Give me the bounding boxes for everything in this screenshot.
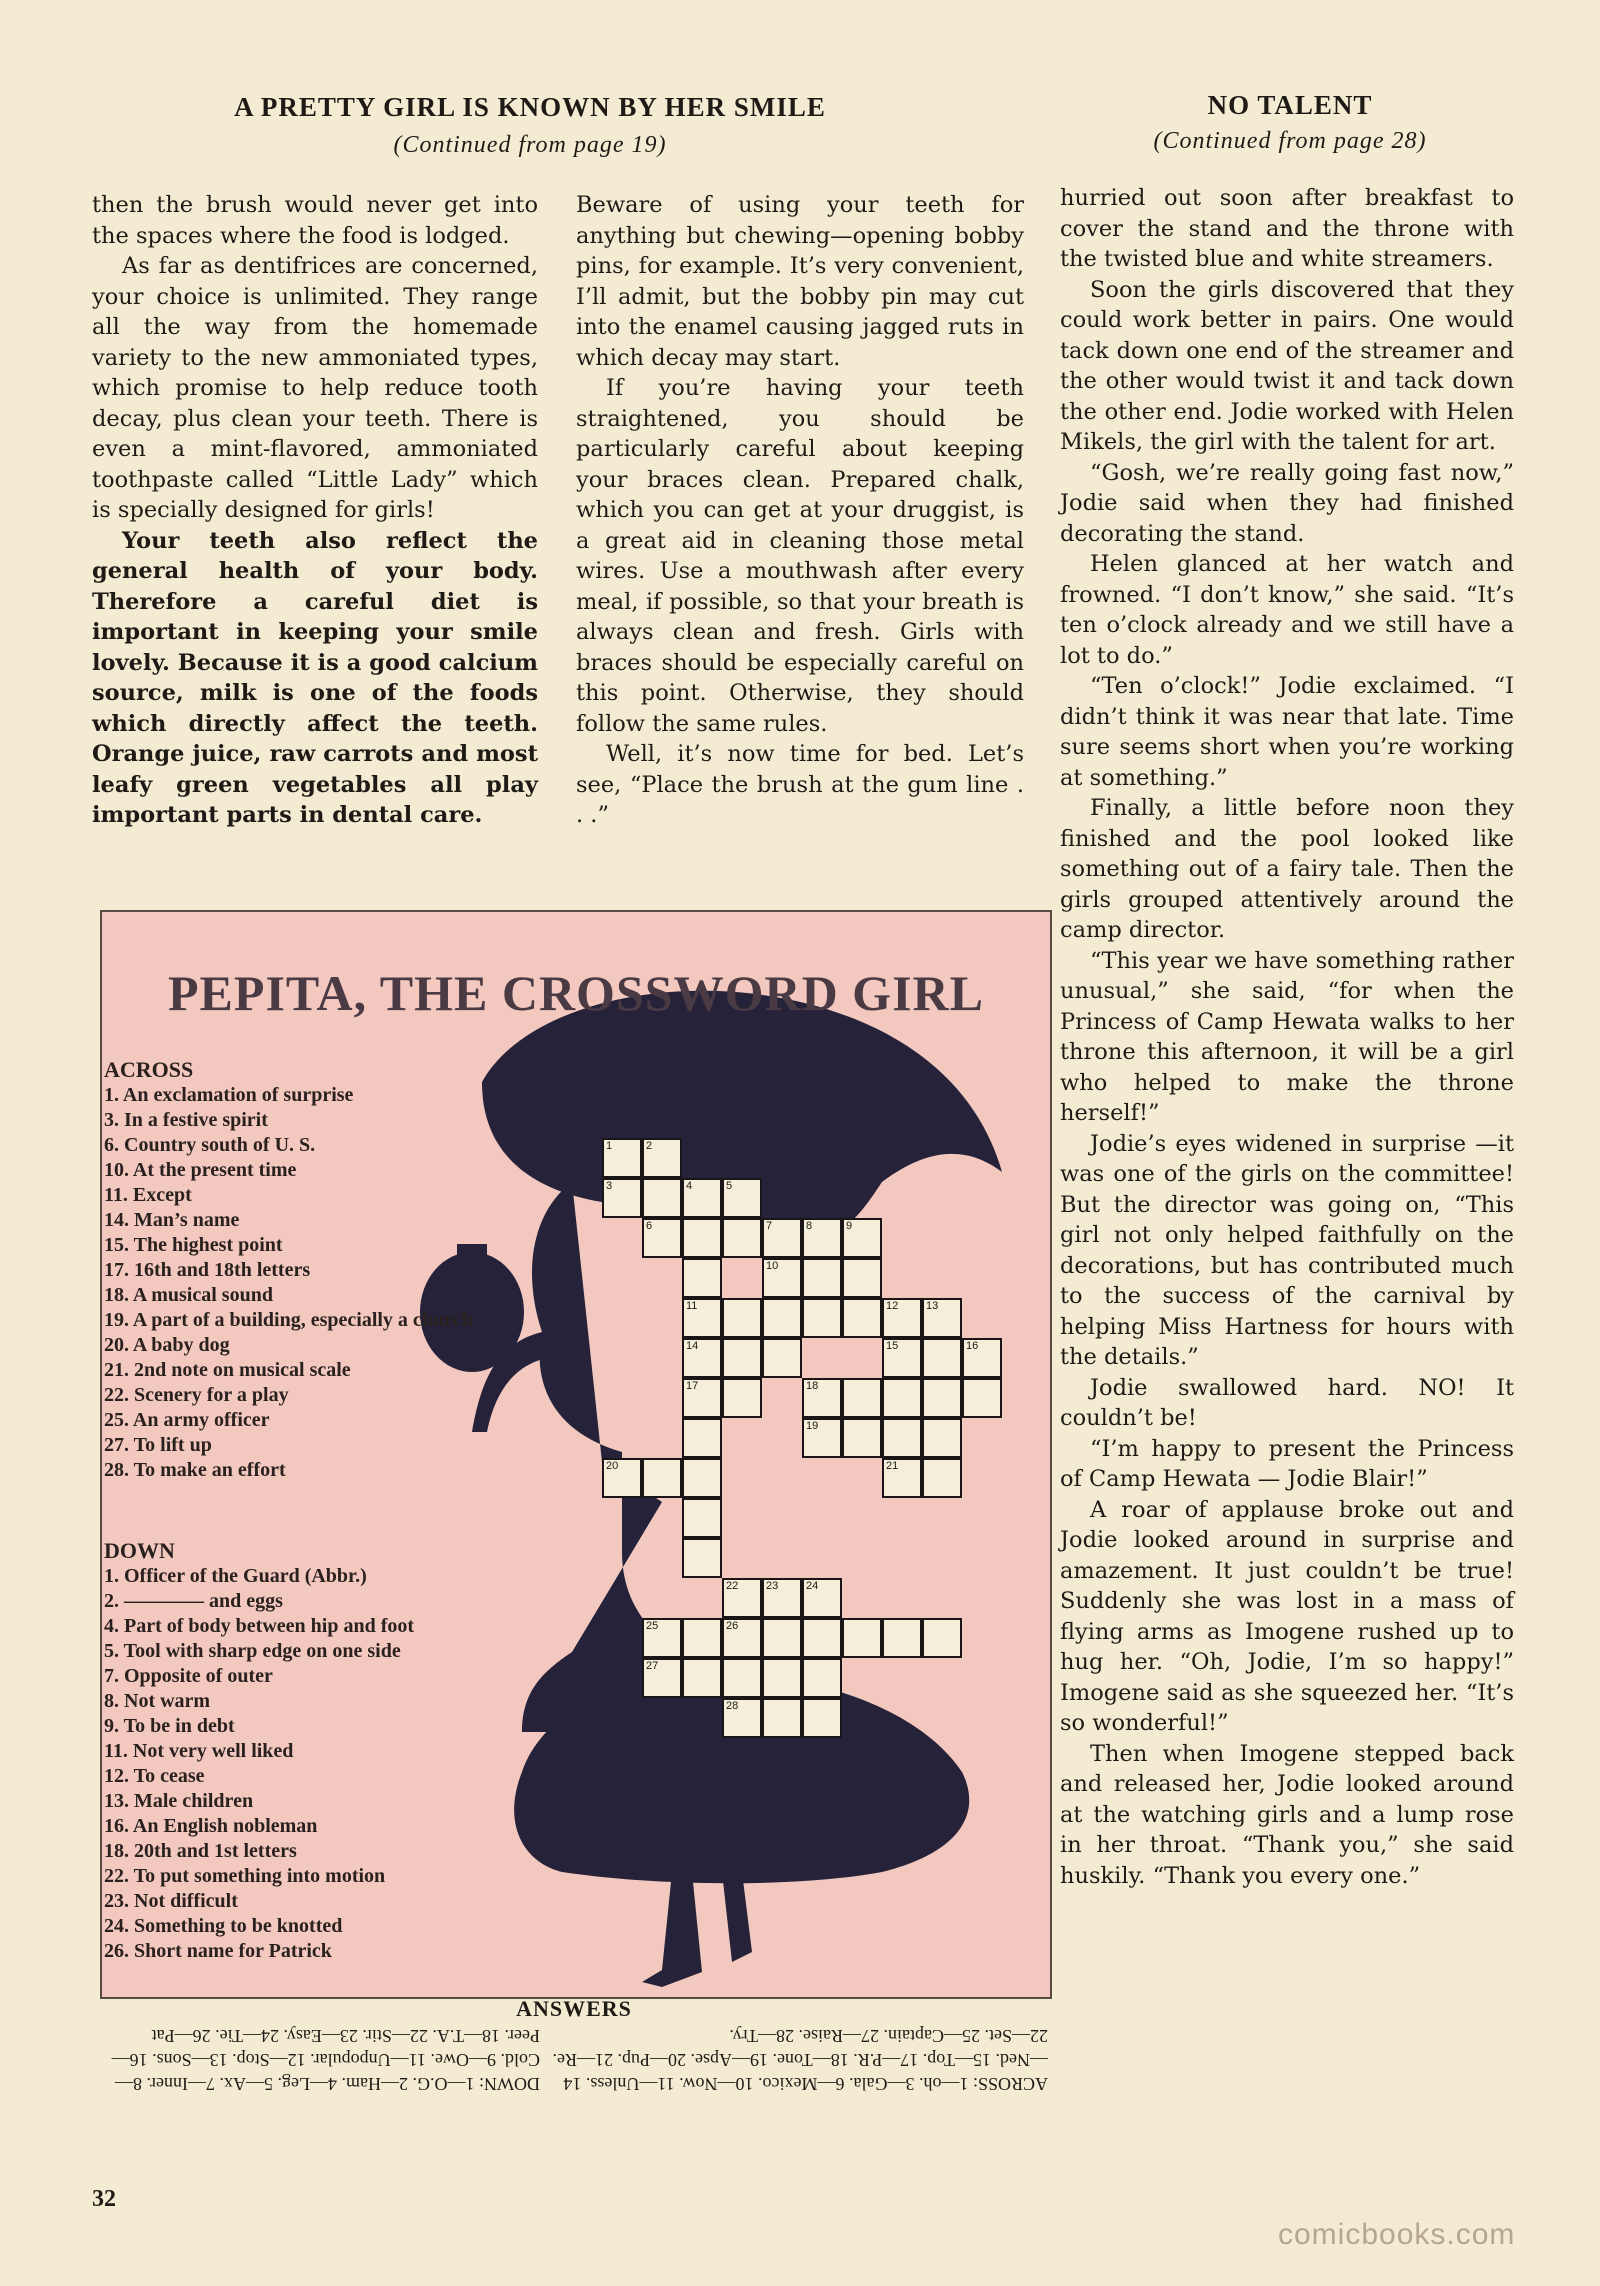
- crossword-cell[interactable]: [882, 1338, 922, 1378]
- paragraph: “Gosh, we’re really going fast now,” Jodie said when they had finished decorating the stand.: [1060, 459, 1514, 547]
- paragraph: Jodie’s eyes widened in surprise —it was one of the girls on the committee! But the director was going on, “This girl not only helped faithfully on the decorations, but has contributed much to the success of the carnival by helping Miss Hartness for hours with the details.”: [1060, 1130, 1514, 1370]
- clue-item: 21. 2nd note on musical scale: [104, 1359, 351, 1381]
- crossword-cell[interactable]: [922, 1298, 962, 1338]
- cell-number: 18: [806, 1380, 819, 1392]
- crossword-cell[interactable]: [722, 1378, 762, 1418]
- crossword-cell[interactable]: [682, 1338, 722, 1378]
- paragraph: A roar of applause broke out and Jodie looked around in surprise and amazement. It just couldn’t be true! Suddenly she was lost in a mass of flying arms as Imogene rushed up to hug her. “Oh, Jodie, I’m so happy!” Imogene said as she squeezed her. “It’s so wonderful!”: [1060, 1496, 1514, 1736]
- crossword-cell[interactable]: [682, 1618, 722, 1658]
- crossword-cell[interactable]: [802, 1298, 842, 1338]
- crossword-cell[interactable]: [682, 1218, 722, 1258]
- crossword-cell[interactable]: [922, 1418, 962, 1458]
- cell-number: 3: [606, 1180, 613, 1192]
- page-number: 32: [92, 2186, 116, 2212]
- crossword-cell[interactable]: [802, 1258, 842, 1298]
- crossword-cell[interactable]: [722, 1218, 762, 1258]
- cell-number: 13: [926, 1300, 939, 1312]
- down-clues: [104, 1538, 414, 1964]
- down-list: [104, 1564, 414, 1964]
- paragraph: Jodie swallowed hard. NO! It couldn’t be!: [1060, 1374, 1514, 1431]
- crossword-cell[interactable]: [802, 1618, 842, 1658]
- crossword-cell[interactable]: [762, 1698, 802, 1738]
- left-story-continued: (Continued from page 19): [393, 132, 667, 158]
- paragraph: “I’m happy to present the Princess of Camp Hewata — Jodie Blair!”: [1060, 1435, 1514, 1492]
- paragraph: Well, it’s now time for bed. Let’s see, “Place the brush at the gum line . . .”: [576, 741, 1024, 828]
- crossword-cell[interactable]: [762, 1298, 802, 1338]
- clue-item: 1. Officer of the Guard (Abbr.): [104, 1565, 367, 1587]
- cell-number: 20: [606, 1460, 619, 1472]
- crossword-cell[interactable]: [642, 1138, 682, 1178]
- across-clues: [104, 1057, 473, 1483]
- paragraph: Finally, a little before noon they finished and the pool looked like something out of a fairy tale. Then the girls grouped attentively around the camp director.: [1060, 795, 1514, 943]
- paragraph: Soon the girls discovered that they could work better in pairs. One would tack down one end of the streamer and the other would twist it and tack down the other end. Jodie worked with Helen Mikels, the girl with the talent for art.: [1060, 276, 1514, 455]
- crossword-cell[interactable]: [722, 1338, 762, 1378]
- crossword-cell[interactable]: [802, 1378, 842, 1418]
- crossword-cell[interactable]: [642, 1458, 682, 1498]
- clue-item: 27. To lift up: [104, 1434, 212, 1456]
- crossword-cell[interactable]: [722, 1618, 762, 1658]
- answers-across: ACROSS: 1—oh. 3—Gala. 6—Mexico. 10—Now. 11—Unless. 14—Ned. 15—Top. 17—P.R. 18—Tone. 19—Apse. 20—Pup. 21—Re. 22—Set. 25—Captain. 27—Raise. 28—Try.: [552, 2026, 1048, 2094]
- crossword-cell[interactable]: [842, 1258, 882, 1298]
- across-heading: ACROSS: [104, 1057, 194, 1082]
- crossword-cell[interactable]: [802, 1218, 842, 1258]
- left-story-title: A PRETTY GIRL IS KNOWN BY HER SMILE: [234, 92, 826, 122]
- crossword-cell[interactable]: [882, 1298, 922, 1338]
- cell-number: 11: [686, 1300, 698, 1312]
- crossword-cell[interactable]: [802, 1658, 842, 1698]
- clue-item: 18. A musical sound: [104, 1284, 273, 1306]
- cell-number: 21: [886, 1460, 899, 1472]
- crossword-cell[interactable]: [682, 1298, 722, 1338]
- paragraph: Beware of using your teeth for anything but chewing—opening bobby pins, for example. It’s very convenient, I’ll admit, but the bobby pin may cut into the enamel causing jagged ruts in which decay may start.: [576, 192, 1024, 371]
- clue-item: 17. 16th and 18th letters: [104, 1259, 311, 1281]
- clue-item: 19. A part of a building, especially a church: [104, 1309, 473, 1331]
- crossword-cell[interactable]: [682, 1418, 722, 1458]
- crossword-cell[interactable]: [722, 1578, 762, 1618]
- clue-item: 16. An English nobleman: [104, 1815, 318, 1837]
- cell-number: 12: [886, 1300, 899, 1312]
- clue-item: 4. Part of body between hip and foot: [104, 1615, 415, 1637]
- paragraph: “This year we have something rather unusual,” she said, “for when the Princess of Camp Hewata walks to her throne this afternoon, it will be a girl who helped to make the throne herself!”: [1060, 947, 1514, 1126]
- clue-item: 5. Tool with sharp edge on one side: [104, 1640, 401, 1662]
- crossword-cell[interactable]: [842, 1218, 882, 1258]
- clue-item: 9. To be in debt: [104, 1715, 235, 1737]
- clue-item: 20. A baby dog: [104, 1334, 230, 1356]
- crossword-panel: [100, 910, 1052, 1999]
- clue-item: 15. The highest point: [104, 1234, 283, 1256]
- cell-number: 22: [726, 1580, 739, 1592]
- paragraph: If you’re having your teeth straightened, you should be particularly careful about keeping your braces clean. Prepared chalk, which you can get at your druggist, is a great aid in cleaning those metal wires. Use a mouthwash after every meal, if possible, so that your breath is always clean and fresh. Girls with braces should be especially careful on this point. Otherwise, they should follow the same rules.: [576, 375, 1024, 737]
- crossword-cell[interactable]: [882, 1618, 922, 1658]
- crossword-cell[interactable]: [682, 1378, 722, 1418]
- crossword-cell[interactable]: [922, 1338, 962, 1378]
- clue-item: 18. 20th and 1st letters: [104, 1840, 297, 1862]
- crossword-cell[interactable]: [682, 1458, 722, 1498]
- crossword-cell[interactable]: [602, 1458, 642, 1498]
- crossword-cell[interactable]: [962, 1338, 1002, 1378]
- legs-shape: [642, 1872, 752, 1987]
- crossword-cell[interactable]: [722, 1658, 762, 1698]
- across-list: [104, 1083, 473, 1483]
- crossword-cell[interactable]: [762, 1578, 802, 1618]
- crossword-cell[interactable]: [842, 1418, 882, 1458]
- cell-number: 6: [646, 1220, 653, 1232]
- watermark: comicbooks.com: [1278, 2218, 1516, 2251]
- clue-item: 1. An exclamation of surprise: [104, 1084, 354, 1106]
- clue-item: 28. To make an effort: [104, 1459, 286, 1481]
- crossword-cell[interactable]: [922, 1378, 962, 1418]
- crossword-cell[interactable]: [842, 1618, 882, 1658]
- crossword-cell[interactable]: [802, 1418, 842, 1458]
- clue-item: 25. An army officer: [104, 1409, 270, 1431]
- paragraph: hurried out soon after breakfast to cover the stand and the throne with the twisted blue and white streamers.: [1060, 185, 1514, 272]
- clue-item: 13. Male children: [104, 1790, 254, 1812]
- left-story-column-2: [576, 190, 1024, 831]
- clue-item: 26. Short name for Patrick: [104, 1940, 332, 1962]
- clue-item: 23. Not difficult: [104, 1890, 238, 1912]
- clue-item: 22. Scenery for a play: [104, 1384, 289, 1406]
- answers-down: DOWN: 1—O.G. 2—Ham. 4—Leg. 5—Ax. 7—Inner. 8—Cold. 9—Owe. 11—Unpopular. 12—Stop. 13—Sons. 16—Peer. 18—T.A. 22—Stir. 23—Easy. 24—Tie. 26—Pat: [111, 2026, 540, 2094]
- crossword-cell[interactable]: [882, 1418, 922, 1458]
- crossword-cell[interactable]: [762, 1338, 802, 1378]
- cell-number: 26: [726, 1620, 739, 1632]
- cell-number: 19: [806, 1420, 819, 1432]
- down-heading: DOWN: [104, 1538, 175, 1563]
- crossword-cell[interactable]: [882, 1458, 922, 1498]
- cell-number: 23: [766, 1580, 779, 1592]
- cell-number: 16: [966, 1340, 979, 1352]
- cell-number: 14: [686, 1340, 699, 1352]
- crossword-cell[interactable]: [922, 1618, 962, 1658]
- paragraph: Helen glanced at her watch and frowned. “I don’t know,” she said. “It’s ten o’clock already and we still have a lot to do.”: [1060, 551, 1514, 669]
- clue-item: 2. ———— and eggs: [104, 1590, 283, 1612]
- cell-number: 15: [886, 1340, 899, 1352]
- crossword-cell[interactable]: [722, 1698, 762, 1738]
- answers-heading: ANSWERS: [516, 1996, 632, 2021]
- cell-number: 9: [846, 1220, 853, 1232]
- cell-number: 5: [726, 1180, 733, 1192]
- crossword-cell[interactable]: [842, 1298, 882, 1338]
- crossword-cell[interactable]: [642, 1178, 682, 1218]
- cell-number: 17: [686, 1380, 699, 1392]
- crossword-cell[interactable]: [642, 1618, 682, 1658]
- crossword-cell[interactable]: [682, 1258, 722, 1298]
- clue-item: 10. At the present time: [104, 1159, 297, 1181]
- cell-number: 28: [726, 1700, 739, 1712]
- cell-number: 24: [806, 1580, 819, 1592]
- cell-number: 4: [686, 1180, 693, 1192]
- crossword-cell[interactable]: [642, 1658, 682, 1698]
- crossword-cell[interactable]: [762, 1218, 802, 1258]
- crossword-cell[interactable]: [682, 1178, 722, 1218]
- cell-number: 2: [646, 1140, 653, 1152]
- paragraph: As far as dentifrices are concerned, your choice is unlimited. They range all the way from the homemade variety to the new ammoniated types, which promise to help reduce tooth decay, plus clean your teeth. There is even a mint-flavored, ammoniated toothpaste called “Little Lady” which is specially designed for girls!: [92, 253, 538, 523]
- clue-item: 22. To put something into motion: [104, 1865, 386, 1887]
- crossword-cell[interactable]: [842, 1378, 882, 1418]
- cell-number: 7: [766, 1220, 773, 1232]
- crossword-cell[interactable]: [762, 1618, 802, 1658]
- crossword-cell[interactable]: [642, 1218, 682, 1258]
- crossword-cell[interactable]: [882, 1378, 922, 1418]
- cell-number: 25: [646, 1620, 659, 1632]
- right-story-continued: (Continued from page 28): [1153, 128, 1427, 154]
- clue-item: 14. Man’s name: [104, 1209, 240, 1231]
- clue-item: 11. Except: [104, 1184, 192, 1206]
- cell-number: 1: [606, 1140, 613, 1152]
- clue-item: 12. To cease: [104, 1765, 205, 1787]
- crossword-cell[interactable]: [722, 1178, 762, 1218]
- crossword-cell[interactable]: [602, 1138, 642, 1178]
- clue-item: 8. Not warm: [104, 1690, 211, 1712]
- clue-item: 24. Something to be knotted: [104, 1915, 343, 1937]
- crossword-cell[interactable]: [762, 1658, 802, 1698]
- crossword-cell[interactable]: [682, 1658, 722, 1698]
- clue-item: 7. Opposite of outer: [104, 1665, 273, 1687]
- crossword-cell[interactable]: [682, 1538, 722, 1578]
- clue-item: 3. In a festive spirit: [104, 1109, 268, 1131]
- crossword-cell[interactable]: [682, 1498, 722, 1538]
- crossword-cell[interactable]: [762, 1258, 802, 1298]
- right-story-column: [1060, 183, 1514, 1891]
- crossword-cell[interactable]: [922, 1458, 962, 1498]
- right-story-title: NO TALENT: [1207, 90, 1373, 120]
- clue-item: 6. Country south of U. S.: [104, 1134, 316, 1156]
- left-story-column-1: [92, 190, 538, 831]
- paragraph: “Ten o’clock!” Jodie exclaimed. “I didn’t think it was near that late. Time sure seems short when you’re working at something.”: [1060, 673, 1514, 791]
- clue-item: 11. Not very well liked: [104, 1740, 294, 1762]
- crossword-cell[interactable]: [722, 1298, 762, 1338]
- crossword-title: PEPITA, THE CROSSWORD GIRL: [168, 965, 984, 1021]
- crossword-cell[interactable]: [602, 1178, 642, 1218]
- paragraph: Your teeth also reflect the general health of your body. Therefore a careful diet is important in keeping your smile lovely. Because it is a good calcium source, milk is one of the foods which directly affect the teeth. Orange juice, raw carrots and most leafy green vegetables all play important parts in dental care.: [92, 527, 538, 828]
- paragraph: Then when Imogene stepped back and released her, Jodie looked around at the watching girls and a lump rose in her throat. “Thank you,” she said huskily. “Thank you every one.”: [1060, 1740, 1514, 1889]
- crossword-cell[interactable]: [802, 1578, 842, 1618]
- cell-number: 27: [646, 1660, 659, 1672]
- cell-number: 10: [766, 1260, 779, 1272]
- crossword-cell[interactable]: [802, 1698, 842, 1738]
- crossword-cell[interactable]: [962, 1378, 1002, 1418]
- cell-number: 8: [806, 1220, 813, 1232]
- paragraph: then the brush would never get into the spaces where the food is lodged.: [92, 192, 538, 249]
